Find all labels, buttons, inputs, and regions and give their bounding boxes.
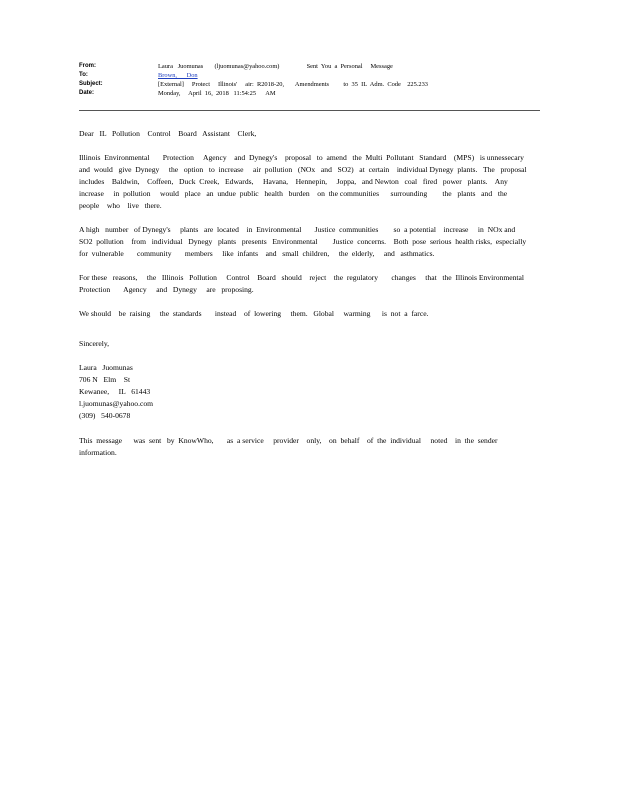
signature-name: Laura Juomunas	[79, 363, 133, 372]
paragraph-1: Illinois Environmental Protection Agency and Dynegy's proposal to amend the Multi Pollutant Standard (MPS) is unnessecary and would give Dynegy the option to increase air pollution (NOx and SO2) at certain individual Dynegy plants. The proposal includes Baldwin, Coffeen, Duck Creek, Edwards, Havana, Hennepin, Joppa, and Newton coal fired power plants. Any increase in pollution would place an undue public health burden on the communities surrounding the plants and the people who live there.	[79, 153, 536, 210]
signature-city: Kewanee, IL 61443	[79, 387, 151, 396]
from-label: From:	[79, 63, 96, 69]
salutation: Dear IL Pollution Control Board Assistant Clerk,	[79, 129, 257, 138]
email-header	[79, 62, 541, 98]
to-label: To:	[79, 72, 88, 78]
paragraph-3: For these reasons, the Illinois Pollution Control Board should reject the regulatory changes that the Illinois Environmental Protection Agency and Dynegy are proposing.	[79, 273, 540, 294]
from-value: Laura Juomunas (ljuomunas@yahoo.com) Sent You a Personal Message	[158, 63, 393, 70]
to-row	[79, 71, 541, 80]
email-body	[79, 128, 540, 459]
subject-value: [External] Protect Illinois' air: R2018-20, Amendments to 35 IL Adm. Code 225.233	[158, 81, 428, 88]
to-recipient-link[interactable]: Brown, Don	[158, 72, 198, 79]
subject-row	[79, 80, 541, 89]
date-row	[79, 89, 541, 98]
paragraph-4: We should be raising the standards instead of lowering them. Global warming is not a farce.	[79, 309, 429, 318]
signature-street: 706 N Elm St	[79, 375, 131, 384]
date-label: Date:	[79, 90, 95, 96]
signature-phone: (309) 540-0678	[79, 411, 131, 420]
signature-email: l.juomunas@yahoo.com	[79, 399, 154, 408]
closing: Sincerely,	[79, 339, 110, 348]
header-divider	[79, 110, 540, 111]
date-value: Monday, April 16, 2018 11:54:25 AM	[158, 90, 276, 97]
from-row	[79, 62, 541, 71]
subject-label: Subject:	[79, 81, 103, 87]
paragraph-2: A high number of Dynegy's plants are located in Environmental Justice communities so a potential increase in NOx and SO2 pollution from individual Dynegy plants presents Environmental Justice concerns. Both pose serious health risks, especially for vulnerable community members like infants and small children, the elderly, and asthmatics.	[79, 225, 538, 258]
footer-note: This message was sent by KnowWho, as a service provider only, on behalf of the individual noted in the sender information.	[79, 436, 500, 457]
